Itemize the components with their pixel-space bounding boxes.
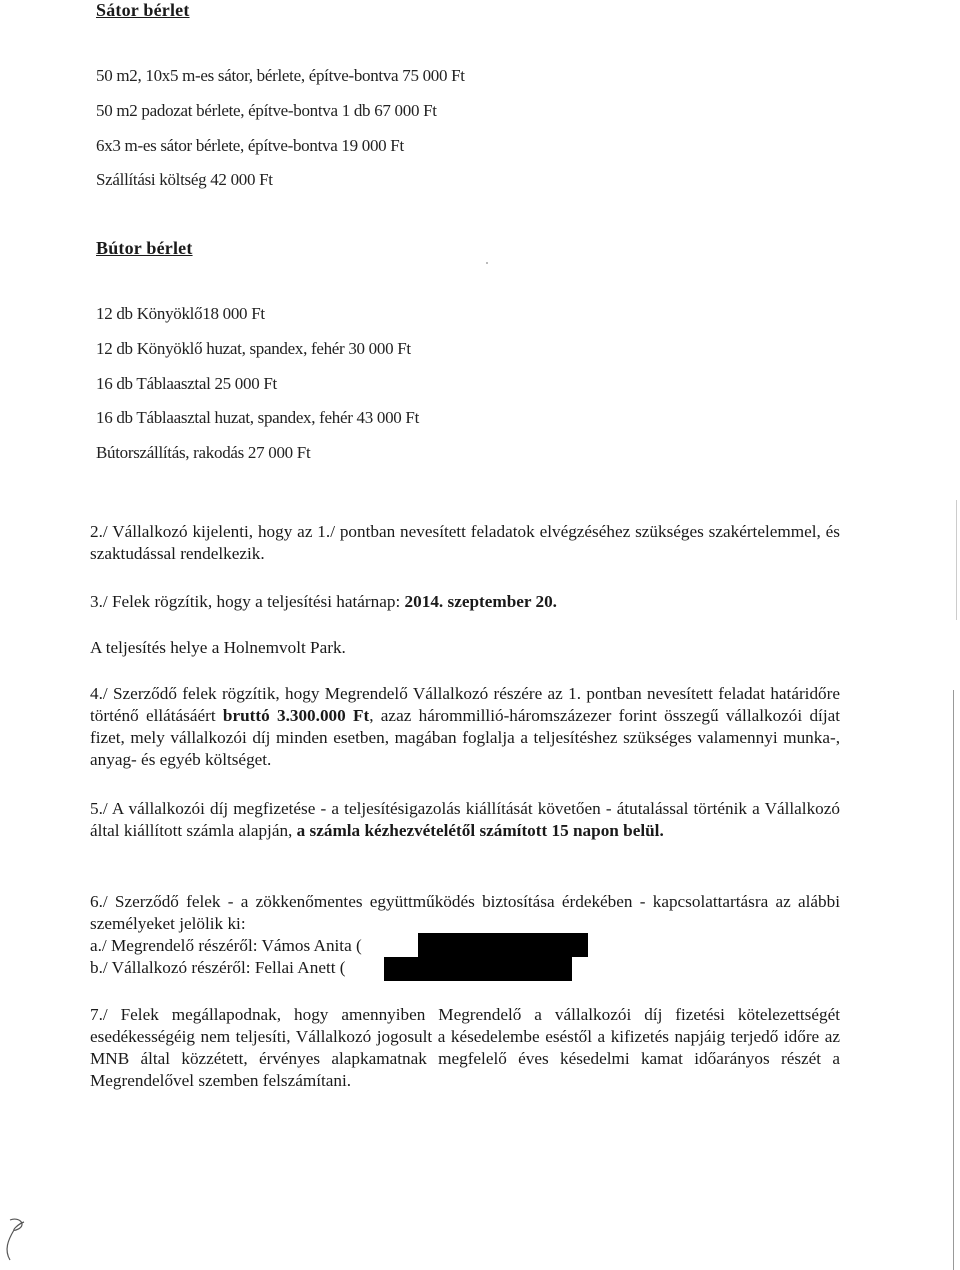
butor-item: 12 db Könyöklő18 000 Ft bbox=[96, 304, 265, 323]
contact-a: a./ Megrendelő részéről: Vámos Anita ( bbox=[90, 936, 362, 955]
paragraph-4-text: 4./ Szerződő felek rögzítik, hogy Megrendelő Vállalkozó részére az 1. pontban nevesített feladat határidőre történő ellátásáért bbox=[90, 684, 840, 725]
paragraph-3-text: 3./ Felek rögzítik, hogy a teljesítési határnap: bbox=[90, 592, 405, 611]
redaction-bar-b bbox=[384, 957, 572, 981]
sator-item: 50 m2 padozat bérlete, építve-bontva 1 db 67 000 Ft bbox=[96, 101, 437, 120]
contact-b: b./ Vállalkozó részéről: Fellai Anett ( bbox=[90, 958, 346, 977]
butor-item: 16 db Táblaasztal 25 000 Ft bbox=[96, 374, 277, 393]
paragraph-4-text-continued: , azaz hárommillió-háromszázezer forint összegű vállalkozói díjat fizet, mely vállalkozói díj minden esetben, magában foglalja a teljesítéshez szükséges valamennyi munka-, anyag- és egyéb költséget. bbox=[90, 706, 841, 769]
redaction-bar-a bbox=[418, 933, 588, 957]
sator-heading: Sátor bérlet bbox=[96, 0, 190, 20]
paragraph-3 bbox=[90, 591, 557, 613]
payment-terms: a számla kézhezvételétől számított 15 napon belül. bbox=[296, 821, 664, 840]
butor-heading: Bútor bérlet bbox=[96, 238, 193, 258]
butor-item: 12 db Könyöklő huzat, spandex, fehér 30 000 Ft bbox=[96, 339, 411, 358]
paragraph-6-intro: 6./ Szerződő felek - a zökkenőmentes együttműködés biztosítása érdekében - kapcsolattartásra az alábbi személyeket jelölik ki: bbox=[90, 892, 840, 933]
butor-item: 16 db Táblaasztal huzat, spandex, fehér 43 000 Ft bbox=[96, 408, 420, 427]
paragraph-5-text: 5./ A vállalkozói díj megfizetése - a teljesítésigazolás kiállítását követően - átutalással történik a Vállalkozó által kiállított számla alapján, bbox=[90, 799, 840, 840]
scan-speck bbox=[486, 262, 488, 264]
gross-amount: bruttó 3.300.000 Ft bbox=[222, 706, 370, 725]
scan-edge-line-upper bbox=[956, 500, 957, 620]
paragraph-5 bbox=[90, 798, 840, 842]
sator-item: 50 m2, 10x5 m-es sátor, bérlete, építve-bontva 75 000 Ft bbox=[96, 66, 465, 85]
sator-item: 6x3 m-es sátor bérlete, építve-bontva 19 000 Ft bbox=[96, 136, 404, 155]
handwritten-mark bbox=[0, 1214, 30, 1264]
sator-item: Szállítási költség 42 000 Ft bbox=[96, 170, 273, 189]
place-of-performance: A teljesítés helye a Holnemvolt Park. bbox=[90, 638, 346, 657]
paragraph-7: 7./ Felek megállapodnak, hogy amennyiben Megrendelő a vállalkozói díj fizetési kötelezettségét esedékességéig nem teljesíti, Vállalkozó jogosult a késedelembe eséstől a kifizetés napjáig terjedő időre az MNB által közzétett, érvényes alapkamatnak megfelelő éves késedelmi kamat időarányos részét a Megrendelővel szemben felszámítani. bbox=[90, 1005, 840, 1090]
paragraph-4 bbox=[90, 683, 840, 771]
scan-edge-line bbox=[953, 690, 954, 1270]
paragraph-2: 2./ Vállalkozó kijelenti, hogy az 1./ pontban nevesített feladatok elvégzéséhez szükséges szakértelemmel, és szaktudással rendelkezik. bbox=[90, 522, 840, 563]
deadline-date: 2014. szeptember 20. bbox=[404, 592, 557, 611]
butor-item: Bútorszállítás, rakodás 27 000 Ft bbox=[96, 443, 311, 462]
